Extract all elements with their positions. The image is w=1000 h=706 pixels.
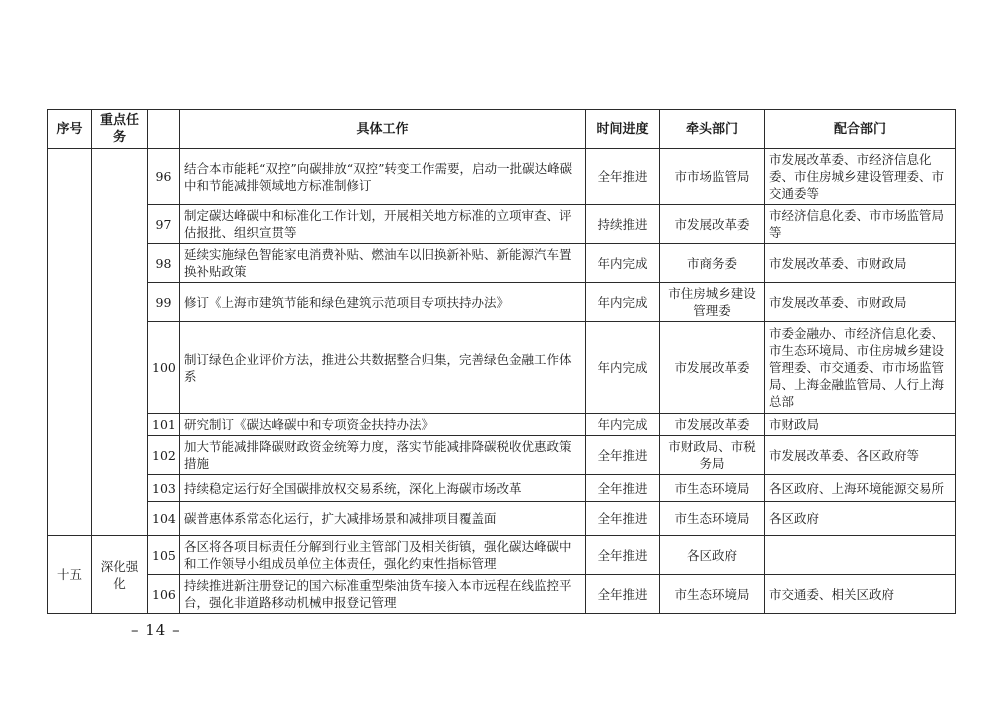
header-blank	[148, 110, 180, 149]
work-cell: 持续推进新注册登记的国六标准重型柴油货车接入本市远程在线监控平台，强化非道路移动机械申报登记管理	[180, 575, 586, 614]
work-cell: 延续实施绿色智能家电消费补贴、燃油车以旧换新补贴、新能源汽车置换补贴政策	[180, 244, 586, 283]
work-cell: 研究制订《碳达峰碳中和专项资金扶持办法》	[180, 414, 586, 436]
table-header-row	[48, 110, 956, 149]
coop-cell: 市发展改革委、市经济信息化委、市住房城乡建设管理委、市交通委等	[765, 149, 956, 205]
table-row	[48, 536, 956, 575]
lead-cell: 各区政府	[660, 536, 765, 575]
work-cell: 加大节能减排降碳财政资金统筹力度，落实节能减排降碳税收优惠政策措施	[180, 436, 586, 475]
header-key-task: 重点任务	[92, 110, 148, 149]
coop-cell: 市财政局	[765, 414, 956, 436]
coop-cell: 市发展改革委、各区政府等	[765, 436, 956, 475]
row-number: 100	[148, 322, 180, 414]
lead-cell: 市发展改革委	[660, 414, 765, 436]
table-row	[48, 414, 956, 436]
row-number: 103	[148, 475, 180, 502]
task-table	[47, 109, 956, 614]
work-cell: 结合本市能耗“双控”向碳排放“双控”转变工作需要，启动一批碳达峰碳中和节能减排领域地方标准制修订	[180, 149, 586, 205]
page-number: – 14 –	[131, 621, 181, 639]
work-cell: 碳普惠体系常态化运行，扩大减排场景和减排项目覆盖面	[180, 502, 586, 536]
table-row	[48, 322, 956, 414]
time-cell: 年内完成	[586, 244, 660, 283]
coop-cell: 市委金融办、市经济信息化委、市生态环境局、市住房城乡建设管理委、市交通委、市市场监管局、上海金融监管局、人行上海总部	[765, 322, 956, 414]
time-cell: 年内完成	[586, 322, 660, 414]
table-row	[48, 244, 956, 283]
work-cell: 制订绿色企业评价方法，推进公共数据整合归集，完善绿色金融工作体系	[180, 322, 586, 414]
table-row	[48, 283, 956, 322]
time-cell: 持续推进	[586, 205, 660, 244]
time-cell: 全年推进	[586, 436, 660, 475]
seq-cell-empty	[48, 149, 92, 536]
coop-cell: 市发展改革委、市财政局	[765, 283, 956, 322]
time-cell: 年内完成	[586, 414, 660, 436]
task-cell-empty	[92, 149, 148, 536]
header-time: 时间进度	[586, 110, 660, 149]
lead-cell: 市生态环境局	[660, 575, 765, 614]
header-seq: 序号	[48, 110, 92, 149]
row-number: 106	[148, 575, 180, 614]
row-number: 102	[148, 436, 180, 475]
table-row	[48, 436, 956, 475]
work-cell: 制定碳达峰碳中和标准化工作计划，开展相关地方标准的立项审查、评估报批、组织宣贯等	[180, 205, 586, 244]
work-cell: 持续稳定运行好全国碳排放权交易系统，深化上海碳市场改革	[180, 475, 586, 502]
lead-cell: 市商务委	[660, 244, 765, 283]
coop-cell: 各区政府、上海环境能源交易所	[765, 475, 956, 502]
lead-cell: 市发展改革委	[660, 322, 765, 414]
lead-cell: 市财政局、市税务局	[660, 436, 765, 475]
row-number: 105	[148, 536, 180, 575]
table-row	[48, 502, 956, 536]
lead-cell: 市生态环境局	[660, 502, 765, 536]
time-cell: 年内完成	[586, 283, 660, 322]
group-task: 深化强化	[92, 536, 148, 614]
coop-cell: 市经济信息化委、市市场监管局等	[765, 205, 956, 244]
time-cell: 全年推进	[586, 475, 660, 502]
table-row	[48, 575, 956, 614]
coop-cell: 各区政府	[765, 502, 956, 536]
table-row	[48, 205, 956, 244]
coop-cell	[765, 536, 956, 575]
lead-cell: 市住房城乡建设管理委	[660, 283, 765, 322]
coop-cell: 市发展改革委、市财政局	[765, 244, 956, 283]
time-cell: 全年推进	[586, 575, 660, 614]
row-number: 101	[148, 414, 180, 436]
lead-cell: 市发展改革委	[660, 205, 765, 244]
coop-cell: 市交通委、相关区政府	[765, 575, 956, 614]
row-number: 97	[148, 205, 180, 244]
group-seq: 十五	[48, 536, 92, 614]
lead-cell: 市生态环境局	[660, 475, 765, 502]
time-cell: 全年推进	[586, 149, 660, 205]
table-row	[48, 149, 956, 205]
time-cell: 全年推进	[586, 536, 660, 575]
header-coop: 配合部门	[765, 110, 956, 149]
work-cell: 各区将各项目标责任分解到行业主管部门及相关街镇，强化碳达峰碳中和工作领导小组成员单位主体责任，强化约束性指标管理	[180, 536, 586, 575]
row-number: 104	[148, 502, 180, 536]
header-lead: 牵头部门	[660, 110, 765, 149]
header-work: 具体工作	[180, 110, 586, 149]
row-number: 99	[148, 283, 180, 322]
table-row	[48, 475, 956, 502]
row-number: 96	[148, 149, 180, 205]
lead-cell: 市市场监管局	[660, 149, 765, 205]
work-cell: 修订《上海市建筑节能和绿色建筑示范项目专项扶持办法》	[180, 283, 586, 322]
time-cell: 全年推进	[586, 502, 660, 536]
row-number: 98	[148, 244, 180, 283]
